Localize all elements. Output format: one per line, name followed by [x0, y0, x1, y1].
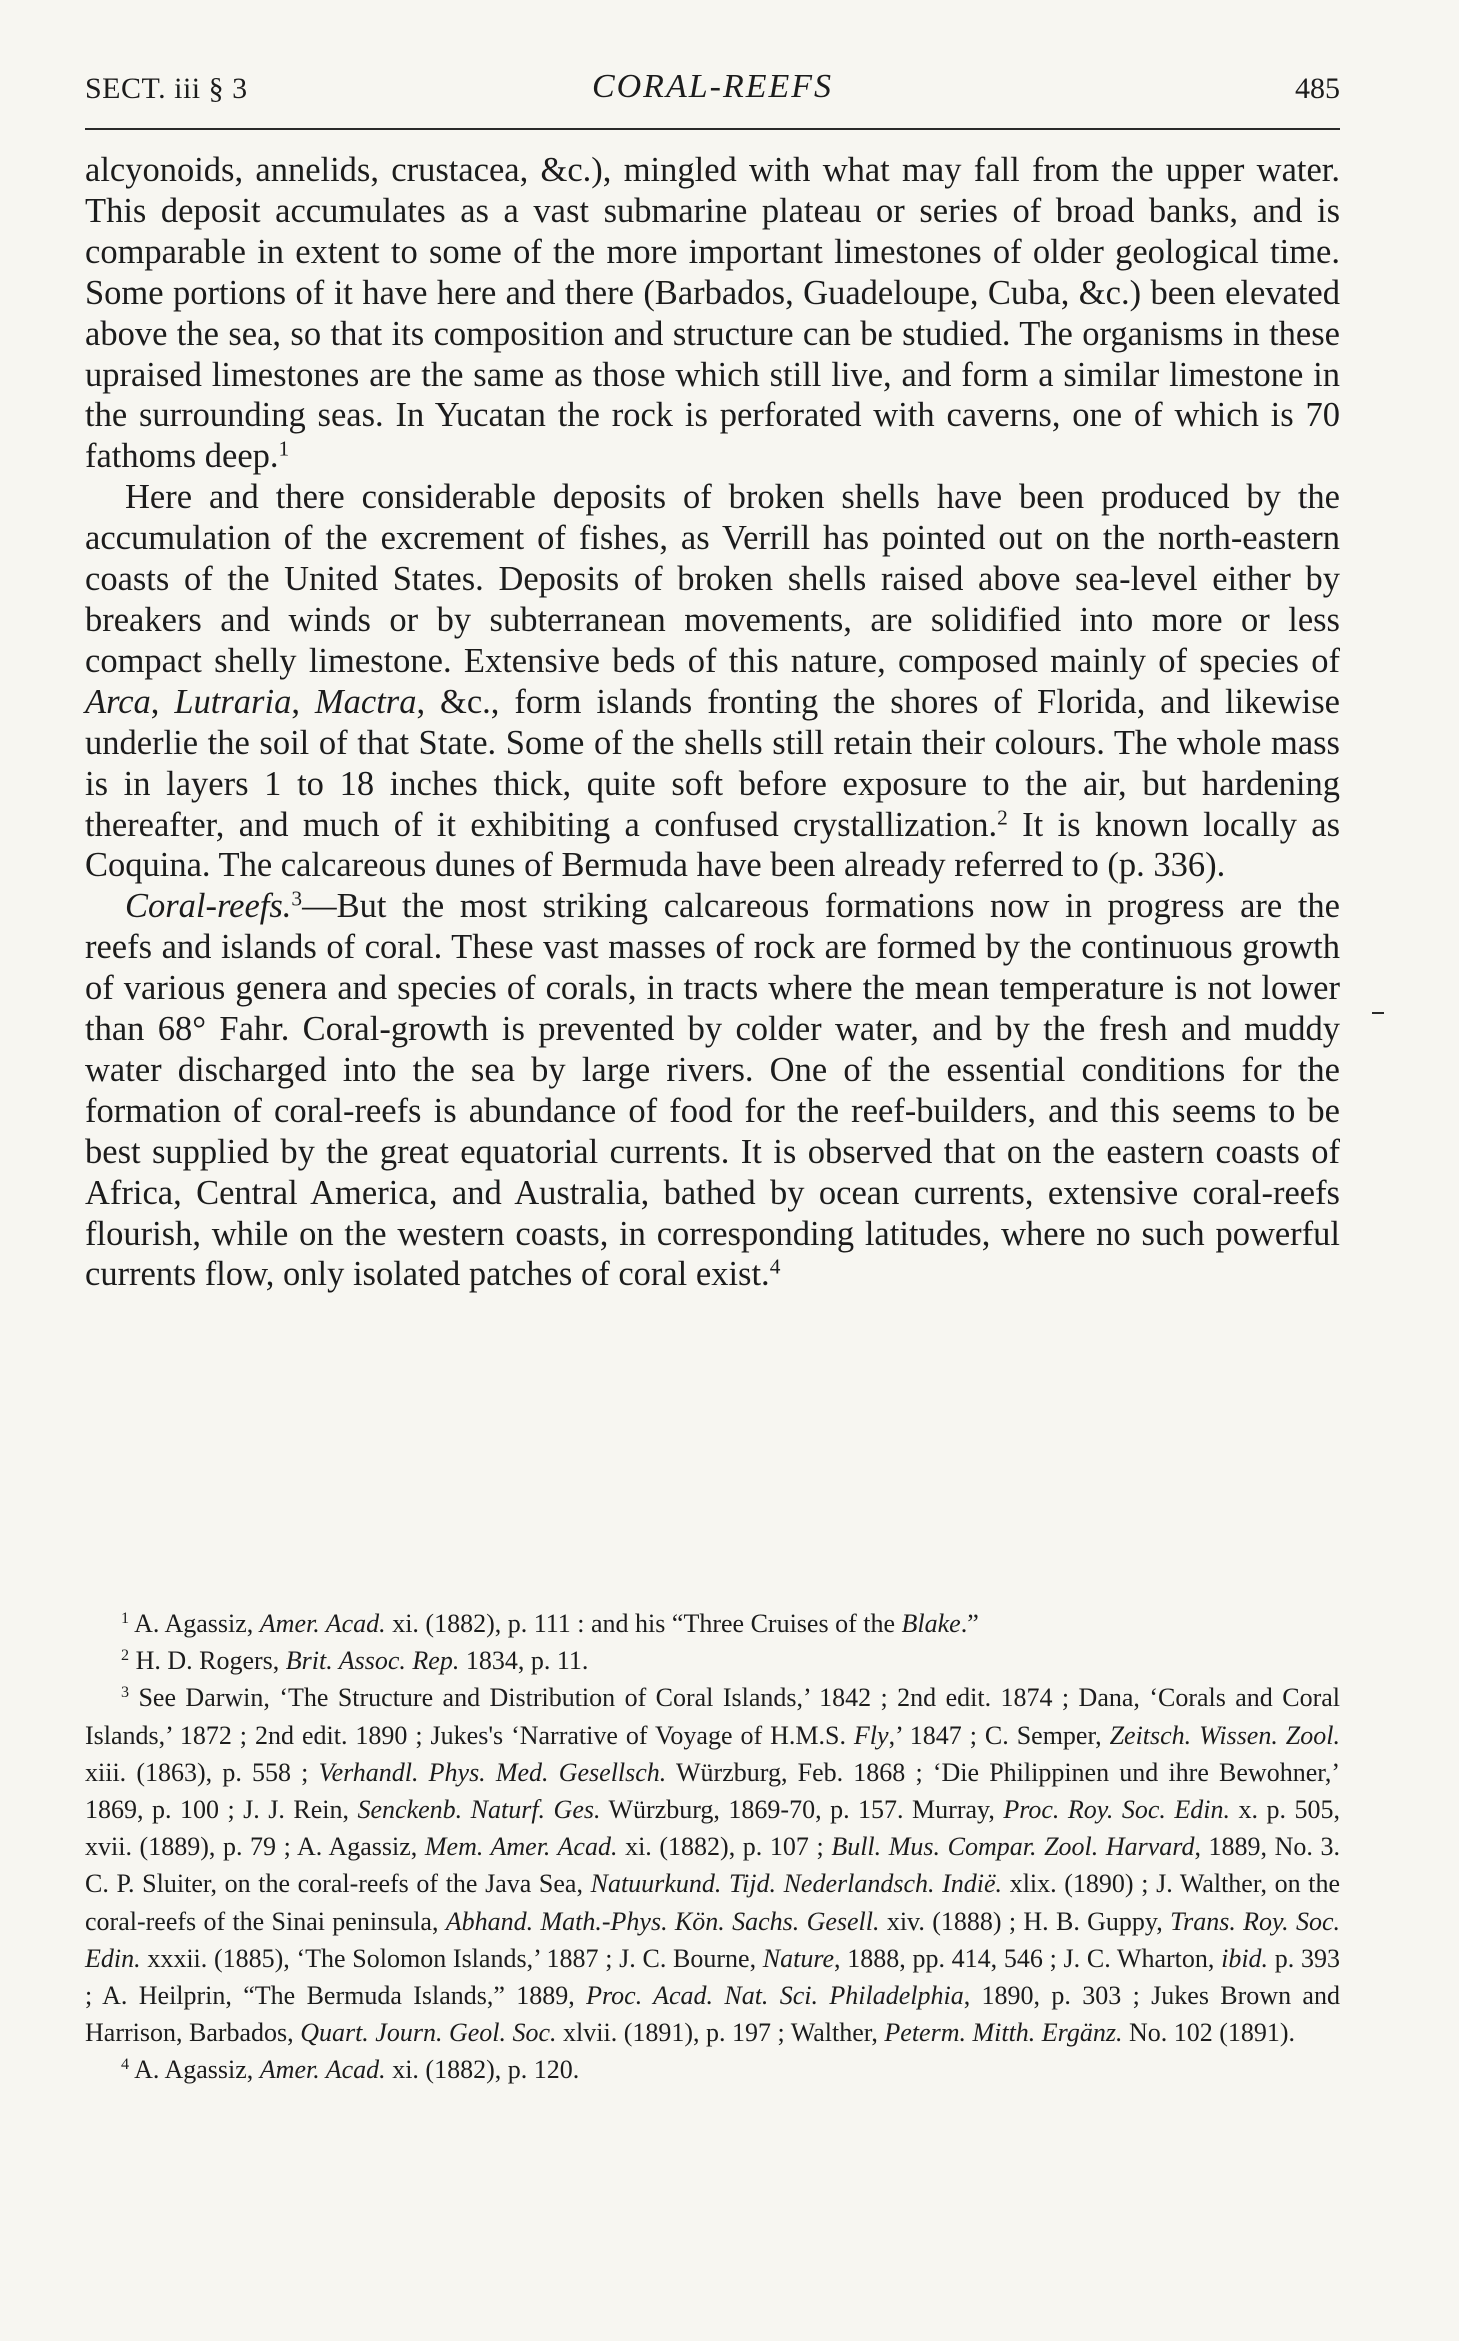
paragraph-shell-deposits: Here and there considerable deposits of broken shells have been produced by the accumulation of the excrement of fishes, as Verrill has pointed out on the north-eastern coasts of the United States. Deposits of broken shells raised above sea-level either by breakers and winds or by subterranean movements, are solidified into more or less compact shelly limestone. Extensive beds of this nature, composed mainly of species of Arca, Lutraria, Mactra, &c., form islands fronting the shores of Florida, and likewise underlie the soil of that State. Some of the shells still retain their colours. The whole mass is in layers 1 to 18 inches thick, quite soft before exposure to the air, but hardening thereafter, and much of it exhibiting a confused crystallization.$^2$ It is known locally as Coquina. The calcareous dunes of Bermuda have been already referred to (p. 336). [85, 478, 1341, 885]
footnote-1: $^1$ A. Agassiz, Amer. Acad. xi. (1882), p. 111 : and his “Three Cruises of the Blake.” [121, 1609, 979, 1638]
footnote-3: $^3$ See Darwin, ‘The Structure and Distribution of Coral Islands,’ 1842 ; 2nd edit. 1874 ; Dana, ‘Corals and Coral Islands,’ 1872 ; 2nd edit. 1890 ; Jukes's ‘Narrative of Voyage of H.M.S. Fly,’ 1847 ; C. Semper, Zeitsch. Wissen. Zool. xiii. (1863), p. 558 ; Verhandl. Phys. Med. Gesellsch. Würzburg, Feb. 1868 ; ‘Die Philippinen und ihre Bewohner,’ 1869, p. 100 ; J. J. Rein, Senckenb. Naturf. Ges. Würzburg, 1869-70, p. 157. Murray, Proc. Roy. Soc. Edin. x. p. 505, xvii. (1889), p. 79 ; A. Agassiz, Mem. Amer. Acad. xi. (1882), p. 107 ; Bull. Mus. Compar. Zool. Harvard, 1889, No. 3. C. P. Sluiter, on the coral-reefs of the Java Sea, Natuurkund. Tijd. Nederlandsch. Indië. xlix. (1890) ; J. Walther, on the coral-reefs of the Sinai peninsula, Abhand. Math.-Phys. Kön. Sachs. Gesell. xiv. (1888) ; H. B. Guppy, Trans. Roy. Soc. Edin. xxxii. (1885), ‘The Solomon Islands,’ 1887 ; J. C. Bourne, Nature, 1888, pp. 414, 546 ; J. C. Wharton, ibid. p. 393 ; A. Heilprin, “The Bermuda Islands,” 1889, Proc. Acad. Nat. Sci. Philadelphia, 1890, p. 303 ; Jukes Brown and Harrison, Barbados, Quart. Journ. Geol. Soc. xlvii. (1891), p. 197 ; Walther, Peterm. Mitth. Ergänz. No. 102 (1891). [85, 1683, 1341, 2048]
page-title: CORAL-REEFS [591, 68, 834, 105]
running-head [85, 66, 1340, 116]
margin-mark [1372, 1012, 1384, 1014]
page-number: 485 [1295, 72, 1340, 105]
paragraph-coral-reefs: Coral-reefs.$^3$—But the most striking calcareous formations now in progress are the reefs and islands of coral. These vast masses of rock are formed by the continuous growth of various genera and species of corals, in tracts where the mean temperature is not lower than 68° Fahr. Coral-growth is prevented by colder water, and by the fresh and muddy water discharged into the sea by large rivers. One of the essential conditions for the formation of coral-reefs is abundance of food for the reef-builders, and this seems to be best supplied by the great equatorial currents. It is observed that on the eastern coasts of Africa, Central America, and Australia, bathed by ocean currents, extensive coral-reefs flourish, while on the western coasts, in corresponding latitudes, where no such powerful currents flow, only isolated patches of coral exist.$^4$ [85, 886, 1340, 1294]
footnote-4: $^4$ A. Agassiz, Amer. Acad. xi. (1882), p. 120. [121, 2055, 580, 2085]
section-heading-coral-reefs: Coral-reefs. [125, 887, 292, 926]
genus-name: Arca [85, 682, 151, 721]
genus-name: Lutraria [174, 682, 292, 721]
footnote-ref-1: 1 [278, 436, 290, 461]
paragraph-limestone-deposits: alcyonoids, annelids, crustacea, &c.), mingled with what may fall from the upper water. This deposit accumulates as a vast submarine plateau or series of broad banks, and is comparable in extent to some of the more important limestones of older geological time. Some portions of it have here and there (Barbados, Guadeloupe, Cuba, &c.) been elevated above the sea, so that its composition and structure can be studied. The organisms in these upraised limestones are the same as those which still live, and form a similar limestone in the surrounding seas. In Yucatan the rock is perforated with caverns, one of which is 70 fathoms deep.$^1$ [85, 151, 1340, 476]
footnote-ref-3: 3 [291, 886, 303, 911]
header-rule [85, 128, 1340, 130]
body-text [85, 150, 1340, 1295]
genus-name: Mactra [314, 682, 417, 721]
footnote-2: $^2$ H. D. Rogers, Brit. Assoc. Rep. 1834, p. 11. [121, 1646, 589, 1676]
footnotes [85, 1605, 1340, 2089]
footnote-ref-2: 2 [997, 804, 1008, 829]
footnote-ref-4: 4 [769, 1254, 781, 1279]
section-reference: SECT. iii § 3 [85, 72, 248, 105]
